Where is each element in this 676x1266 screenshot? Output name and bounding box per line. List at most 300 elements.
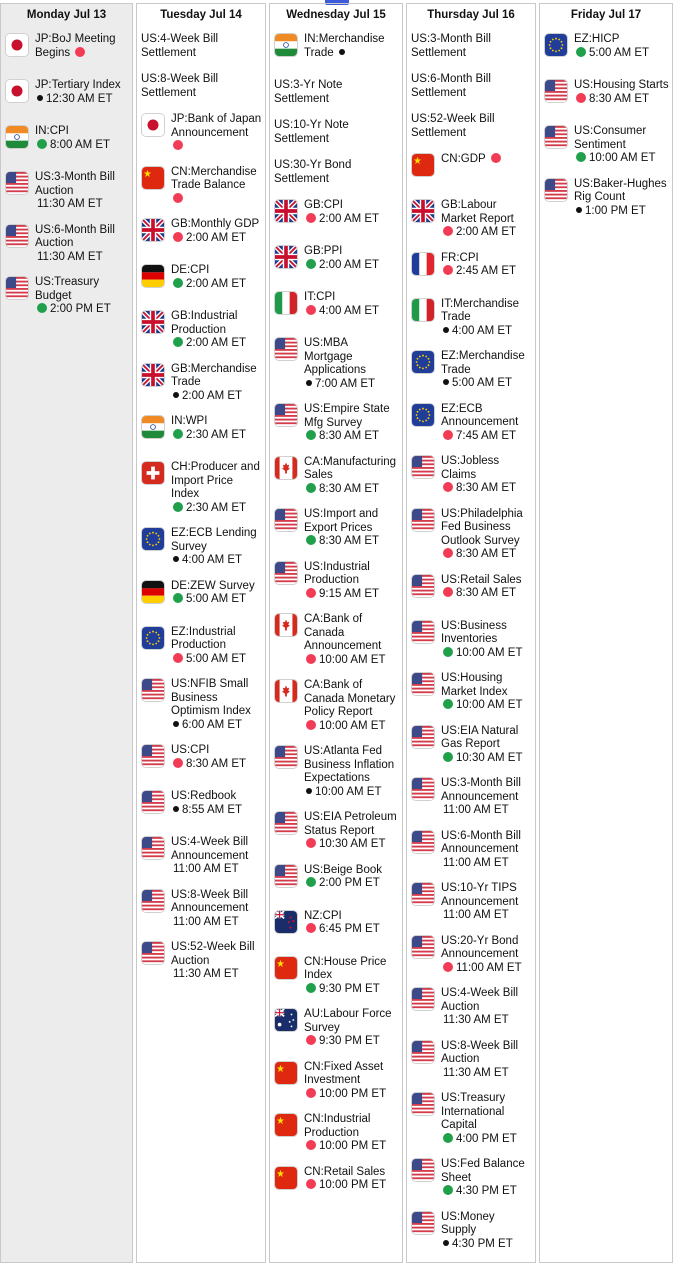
it-flag-icon bbox=[411, 298, 435, 322]
impact-green-dot-icon bbox=[306, 430, 316, 440]
event-name-link[interactable]: EZ:ECB Announcement bbox=[441, 402, 519, 428]
event-time-text: 2:00 PM ET bbox=[319, 877, 380, 889]
event-time bbox=[443, 377, 512, 391]
event-item[interactable] bbox=[411, 113, 532, 140]
event-item[interactable] bbox=[274, 679, 399, 733]
event-name-link[interactable]: NZ:CPI bbox=[304, 909, 342, 922]
event-name-link[interactable]: AU:Labour Force Survey bbox=[304, 1008, 392, 1034]
event-time bbox=[306, 1035, 380, 1049]
impact-red-dot-icon bbox=[443, 587, 453, 597]
day-column-thursday-jul-16 bbox=[406, 3, 536, 1263]
event-item[interactable] bbox=[411, 987, 532, 1028]
event-name-link[interactable]: US:20-Yr Bond Announcement bbox=[441, 934, 519, 960]
event-name-link[interactable]: GB:Industrial Production bbox=[171, 310, 238, 336]
impact-green-dot-icon bbox=[306, 877, 316, 887]
us-flag-icon bbox=[141, 790, 165, 814]
event-name-link[interactable]: US:Business Inventories bbox=[441, 619, 507, 645]
day-header: Wednesday Jul 15 bbox=[286, 9, 386, 21]
event-name-link[interactable]: US:3-Month Bill Announcement bbox=[441, 777, 521, 803]
cn-flag-icon bbox=[411, 153, 435, 177]
event-name-link[interactable]: US:Import and Export Prices bbox=[304, 508, 379, 534]
event-body bbox=[35, 33, 129, 60]
event-body bbox=[171, 363, 262, 404]
event-name-link[interactable]: US:52-Week Bill Auction bbox=[171, 941, 255, 967]
impact-red-dot-icon bbox=[173, 193, 183, 203]
event-name-link[interactable]: US:Fed Balance Sheet bbox=[441, 1158, 525, 1184]
event-item[interactable] bbox=[141, 73, 262, 100]
event-name-link[interactable]: DE:CPI bbox=[171, 264, 210, 276]
event-name-link[interactable]: CN:Fixed Asset Investment bbox=[304, 1060, 384, 1086]
impact-green-dot-icon bbox=[443, 647, 453, 657]
us-flag-icon bbox=[411, 1040, 435, 1064]
event-time-text: 11:00 AM ET bbox=[173, 915, 239, 928]
event-item[interactable] bbox=[274, 1008, 399, 1049]
event-name-link[interactable]: US:Housing Starts bbox=[574, 79, 669, 91]
event-name-link[interactable]: CN:House Price Index bbox=[304, 955, 387, 981]
event-time bbox=[576, 93, 649, 107]
event-item[interactable] bbox=[141, 889, 262, 930]
impact-red-dot-icon bbox=[306, 720, 316, 730]
event-name-link[interactable]: CN:Merchandise Trade Balance bbox=[171, 165, 257, 191]
event-name-link[interactable]: IN:WPI bbox=[171, 415, 208, 427]
impact-red-dot-icon bbox=[306, 588, 316, 598]
event-item[interactable] bbox=[411, 199, 532, 240]
event-body bbox=[274, 159, 399, 186]
impact-black-dot-icon bbox=[443, 327, 449, 333]
event-name-link[interactable]: JP:Tertiary Index bbox=[35, 79, 121, 91]
event-body bbox=[304, 33, 399, 60]
event-body bbox=[171, 527, 262, 568]
event-time bbox=[306, 923, 380, 937]
event-item[interactable] bbox=[141, 33, 262, 60]
event-item[interactable] bbox=[544, 33, 669, 67]
event-body bbox=[441, 508, 532, 562]
event-item[interactable] bbox=[411, 574, 532, 608]
event-item[interactable] bbox=[274, 561, 399, 602]
event-body bbox=[441, 620, 532, 661]
event-time-text: 2:00 PM ET bbox=[50, 303, 111, 315]
event-item[interactable] bbox=[141, 218, 262, 252]
impact-red-dot-icon bbox=[443, 548, 453, 558]
event-name-link[interactable]: US:Consumer Sentiment bbox=[574, 125, 647, 151]
event-item[interactable] bbox=[411, 455, 532, 496]
event-item[interactable] bbox=[5, 125, 129, 159]
us-flag-icon bbox=[274, 337, 298, 361]
event-name-link[interactable]: US:Treasury International Capital bbox=[441, 1092, 506, 1131]
event-time bbox=[173, 554, 242, 568]
us-flag-icon bbox=[274, 508, 298, 532]
event-name-link[interactable]: US:Beige Book bbox=[304, 863, 382, 876]
event-item[interactable] bbox=[274, 79, 399, 106]
event-time bbox=[173, 232, 246, 246]
jp-flag-icon bbox=[5, 79, 29, 103]
us-flag-icon bbox=[141, 889, 165, 913]
event-name-link[interactable]: CN:Industrial Production bbox=[304, 1113, 371, 1139]
gb-flag-icon bbox=[411, 199, 435, 223]
economic-calendar-week bbox=[0, 3, 673, 1263]
event-body bbox=[304, 337, 399, 391]
event-time-text: 11:30 AM ET bbox=[37, 250, 103, 263]
event-name-link[interactable]: US:EIA Petroleum Status Report bbox=[304, 811, 397, 837]
event-body bbox=[171, 941, 262, 982]
event-name-link[interactable]: GB:Merchandise Trade bbox=[171, 362, 257, 388]
event-time-text: 8:30 AM ET bbox=[319, 482, 380, 495]
event-item[interactable] bbox=[411, 830, 532, 871]
event-list bbox=[540, 33, 672, 218]
event-name-link[interactable]: US:10-Yr Note Settlement bbox=[274, 119, 349, 145]
event-name-link[interactable]: IT:CPI bbox=[304, 291, 336, 303]
event-name-link[interactable]: CN:Retail Sales bbox=[304, 1165, 386, 1178]
event-time-text: 5:00 AM ET bbox=[589, 46, 650, 59]
event-name-link[interactable]: CA:Bank of Canada Monetary Policy Report bbox=[304, 679, 396, 718]
event-body bbox=[574, 125, 669, 166]
event-name-link[interactable]: EZ:Merchandise Trade bbox=[441, 350, 525, 376]
event-name-link[interactable]: US:4-Week Bill Auction bbox=[441, 987, 519, 1013]
event-item[interactable] bbox=[274, 745, 399, 799]
us-flag-icon bbox=[411, 1092, 435, 1116]
event-name-link[interactable]: US:6-Month Bill Announcement bbox=[441, 829, 521, 855]
event-item[interactable] bbox=[141, 790, 262, 824]
us-flag-icon bbox=[141, 744, 165, 768]
event-time bbox=[306, 983, 380, 997]
event-name-link[interactable]: US:8-Week Bill Announcement bbox=[171, 888, 249, 914]
event-item[interactable] bbox=[141, 527, 262, 568]
event-time-text: 2:00 AM ET bbox=[186, 337, 247, 349]
event-item[interactable] bbox=[274, 199, 399, 233]
event-time bbox=[443, 857, 509, 871]
event-item[interactable] bbox=[411, 508, 532, 562]
event-name-link[interactable]: US:Jobless Claims bbox=[441, 455, 500, 481]
event-name-link[interactable]: GB:Labour Market Report bbox=[441, 199, 514, 225]
event-name-link[interactable]: US:6-Month Bill Auction bbox=[35, 223, 115, 249]
event-time bbox=[443, 1067, 509, 1081]
event-name-link[interactable]: CH:Producer and Import Price Index bbox=[171, 461, 260, 500]
event-item[interactable] bbox=[141, 363, 262, 404]
event-item[interactable] bbox=[274, 403, 399, 444]
event-item[interactable] bbox=[5, 276, 129, 317]
event-time bbox=[443, 804, 509, 818]
impact-red-dot-icon bbox=[443, 962, 453, 972]
event-time bbox=[339, 47, 348, 61]
event-name-link[interactable]: US:Empire State Mfg Survey bbox=[304, 403, 390, 429]
event-item[interactable] bbox=[274, 456, 399, 497]
event-item[interactable] bbox=[5, 79, 129, 113]
event-time-text: 10:00 AM ET bbox=[456, 699, 523, 711]
event-time-text: 7:00 AM ET bbox=[315, 377, 376, 390]
event-name-link[interactable]: US:6-Month Bill Settlement bbox=[411, 73, 491, 99]
event-name-link[interactable]: IN:Merchandise Trade bbox=[304, 33, 385, 59]
event-time bbox=[443, 962, 522, 976]
event-body bbox=[171, 889, 262, 930]
event-item[interactable] bbox=[141, 744, 262, 778]
event-name-link[interactable]: GB:PPI bbox=[304, 245, 343, 257]
event-name-link[interactable]: US:Atlanta Fed Business Inflation Expectations bbox=[304, 745, 395, 784]
event-body bbox=[304, 1008, 399, 1049]
event-time-text: 4:00 AM ET bbox=[452, 324, 513, 337]
event-item[interactable] bbox=[141, 310, 262, 351]
event-item[interactable] bbox=[274, 1113, 399, 1154]
event-time-text: 10:00 PM ET bbox=[319, 1179, 387, 1191]
event-item[interactable] bbox=[274, 337, 399, 391]
event-body bbox=[141, 73, 262, 100]
event-name-link[interactable]: US:Philadelphia Fed Business Outlook Survey bbox=[441, 507, 523, 547]
event-item[interactable] bbox=[274, 811, 399, 852]
event-name-link[interactable]: CA:Manufacturing Sales bbox=[304, 455, 397, 481]
event-name-link[interactable]: US:30-Yr Bond Settlement bbox=[274, 159, 352, 185]
event-time bbox=[173, 863, 239, 877]
event-item[interactable] bbox=[411, 935, 532, 976]
event-item[interactable] bbox=[544, 79, 669, 113]
event-body bbox=[304, 245, 399, 272]
event-time-text: 2:30 AM ET bbox=[186, 501, 247, 514]
event-time bbox=[576, 152, 655, 166]
event-name-link[interactable]: US:3-Month Bill Settlement bbox=[411, 33, 491, 59]
event-time bbox=[443, 1133, 517, 1147]
fr-flag-icon bbox=[411, 252, 435, 276]
impact-green-dot-icon bbox=[173, 278, 183, 288]
day-column-tuesday-jul-14 bbox=[136, 3, 266, 1263]
event-item[interactable] bbox=[274, 245, 399, 279]
event-item[interactable] bbox=[5, 33, 129, 67]
gb-flag-icon bbox=[141, 218, 165, 242]
event-time-text: 2:00 AM ET bbox=[319, 212, 380, 225]
event-name-link[interactable]: US:CPI bbox=[171, 744, 210, 756]
event-time-text: 10:00 AM ET bbox=[589, 152, 656, 164]
event-name-link[interactable]: US:Housing Market Index bbox=[441, 672, 508, 698]
event-name-link[interactable]: US:Industrial Production bbox=[304, 560, 370, 586]
event-item[interactable] bbox=[544, 178, 669, 219]
event-body bbox=[35, 125, 129, 152]
impact-green-dot-icon bbox=[576, 47, 586, 57]
event-name-link[interactable]: CN:GDP bbox=[441, 153, 486, 165]
event-name-link[interactable]: US:3-Month Bill Auction bbox=[35, 171, 115, 197]
event-item[interactable] bbox=[141, 264, 262, 298]
event-name-link[interactable]: FR:CPI bbox=[441, 251, 479, 264]
event-item[interactable] bbox=[274, 864, 399, 898]
impact-red-dot-icon bbox=[173, 653, 183, 663]
event-item[interactable] bbox=[274, 159, 399, 186]
event-item[interactable] bbox=[274, 1061, 399, 1102]
event-name-link[interactable]: US:MBA Mortgage Applications bbox=[304, 337, 367, 376]
event-time-text: 8:30 AM ET bbox=[456, 548, 517, 560]
impact-green-dot-icon bbox=[306, 535, 316, 545]
event-item[interactable] bbox=[411, 403, 532, 444]
event-time bbox=[37, 198, 103, 212]
impact-red-dot-icon bbox=[443, 430, 453, 440]
impact-black-dot-icon bbox=[173, 806, 179, 812]
event-name-link[interactable]: DE:ZEW Survey bbox=[171, 579, 255, 592]
event-item[interactable] bbox=[411, 777, 532, 818]
event-name-link[interactable]: US:8-Week Bill Auction bbox=[441, 1039, 519, 1065]
event-item[interactable] bbox=[141, 461, 262, 515]
event-name-link[interactable]: US:Baker-Hughes Rig Count bbox=[574, 177, 667, 203]
us-flag-icon bbox=[411, 725, 435, 749]
event-time-text: 11:00 AM ET bbox=[443, 909, 509, 921]
event-time-text: 10:00 AM ET bbox=[319, 653, 386, 666]
event-time-text: 10:00 AM ET bbox=[456, 646, 523, 659]
day-header: Tuesday Jul 14 bbox=[160, 9, 242, 21]
event-time-text: 11:30 AM ET bbox=[37, 198, 103, 210]
event-time bbox=[173, 653, 246, 667]
us-flag-icon bbox=[544, 79, 568, 103]
event-item[interactable] bbox=[411, 73, 532, 100]
event-time bbox=[443, 1014, 509, 1028]
event-body bbox=[274, 79, 399, 106]
event-item[interactable] bbox=[544, 125, 669, 166]
us-flag-icon bbox=[411, 987, 435, 1011]
event-time bbox=[37, 139, 110, 153]
event-item[interactable] bbox=[411, 252, 532, 286]
event-body bbox=[35, 276, 129, 317]
event-name-link[interactable]: US:4-Week Bill Settlement bbox=[141, 33, 219, 59]
event-time bbox=[37, 303, 111, 317]
event-item[interactable] bbox=[141, 941, 262, 982]
event-item[interactable] bbox=[274, 613, 399, 667]
event-name-link[interactable]: US:EIA Natural Gas Report bbox=[441, 724, 519, 750]
event-item[interactable] bbox=[274, 119, 399, 146]
event-body bbox=[304, 679, 399, 733]
impact-red-dot-icon bbox=[75, 47, 85, 57]
impact-red-dot-icon bbox=[306, 838, 316, 848]
event-item[interactable] bbox=[411, 620, 532, 661]
event-time bbox=[443, 226, 516, 240]
event-item[interactable] bbox=[411, 1092, 532, 1146]
event-item[interactable] bbox=[274, 956, 399, 997]
event-time bbox=[443, 752, 522, 766]
event-time-text: 2:00 AM ET bbox=[319, 258, 380, 271]
event-item[interactable] bbox=[411, 298, 532, 339]
event-item[interactable] bbox=[411, 1040, 532, 1081]
event-name-link[interactable]: US:NFIB Small Business Optimism Index bbox=[171, 678, 251, 717]
event-item[interactable] bbox=[5, 224, 129, 265]
impact-black-dot-icon bbox=[306, 788, 312, 794]
event-name-link[interactable]: EZ:ECB Lending Survey bbox=[171, 527, 257, 553]
event-name-link[interactable]: US:4-Week Bill Announcement bbox=[171, 836, 249, 862]
impact-black-dot-icon bbox=[306, 380, 312, 386]
day-header: Thursday Jul 16 bbox=[427, 9, 515, 21]
event-name-link[interactable]: US:Treasury Budget bbox=[35, 276, 100, 302]
event-time-text: 2:30 AM ET bbox=[186, 428, 247, 441]
event-item[interactable] bbox=[141, 415, 262, 449]
event-time-text: 11:30 AM ET bbox=[443, 1014, 509, 1026]
event-name-link[interactable]: US:Redbook bbox=[171, 790, 237, 802]
impact-red-dot-icon bbox=[173, 140, 183, 150]
event-item[interactable] bbox=[411, 1211, 532, 1252]
event-time-text: 11:00 AM ET bbox=[443, 856, 509, 869]
event-time-text: 6:45 PM ET bbox=[319, 923, 380, 935]
event-body bbox=[441, 199, 532, 240]
event-name-link[interactable]: US:10-Yr TIPS Announcement bbox=[441, 882, 519, 908]
event-name-link[interactable]: IT:Merchandise Trade bbox=[441, 297, 519, 323]
event-name-link[interactable]: EZ:HICP bbox=[574, 33, 620, 45]
event-name-link[interactable]: CA:Bank of Canada Announcement bbox=[304, 613, 382, 652]
event-time bbox=[306, 1140, 386, 1154]
us-flag-icon bbox=[274, 811, 298, 835]
event-item[interactable] bbox=[411, 1158, 532, 1199]
event-item[interactable] bbox=[411, 153, 532, 187]
impact-black-dot-icon bbox=[443, 379, 449, 385]
us-flag-icon bbox=[411, 672, 435, 696]
event-name-link[interactable]: US:Money Supply bbox=[441, 1210, 495, 1236]
event-list bbox=[407, 33, 535, 1251]
event-name-link[interactable]: US:8-Week Bill Settlement bbox=[141, 73, 219, 99]
event-time-text: 7:45 AM ET bbox=[456, 429, 517, 442]
event-name-link[interactable]: JP:BoJ Meeting Begins bbox=[35, 33, 116, 59]
event-item[interactable] bbox=[274, 291, 399, 325]
event-time bbox=[306, 378, 375, 392]
impact-red-dot-icon bbox=[173, 232, 183, 242]
event-time bbox=[37, 93, 112, 107]
event-name-link[interactable]: IN:CPI bbox=[35, 125, 69, 137]
event-body bbox=[304, 956, 399, 997]
us-flag-icon bbox=[274, 403, 298, 427]
impact-black-dot-icon bbox=[339, 49, 345, 55]
gb-flag-icon bbox=[141, 310, 165, 334]
event-time-text: 5:00 AM ET bbox=[452, 377, 513, 389]
event-time-text: 2:00 AM ET bbox=[186, 231, 247, 244]
event-item[interactable] bbox=[141, 166, 262, 207]
event-item[interactable] bbox=[274, 33, 399, 67]
cn-flag-icon bbox=[274, 956, 298, 980]
event-name-link[interactable]: US:3-Yr Note Settlement bbox=[274, 79, 343, 105]
event-item[interactable] bbox=[274, 508, 399, 549]
event-time-text: 4:00 AM ET bbox=[182, 554, 243, 566]
event-time bbox=[443, 325, 512, 339]
event-name-link[interactable]: JP:Bank of Japan Announcement bbox=[171, 113, 262, 139]
event-item[interactable] bbox=[141, 836, 262, 877]
event-item[interactable] bbox=[411, 350, 532, 391]
event-body bbox=[304, 745, 399, 799]
event-item[interactable] bbox=[141, 580, 262, 614]
event-item[interactable] bbox=[411, 672, 532, 713]
event-body bbox=[171, 218, 262, 245]
event-item[interactable] bbox=[141, 678, 262, 732]
in-flag-icon bbox=[5, 125, 29, 149]
event-item[interactable] bbox=[274, 910, 399, 944]
impact-red-dot-icon bbox=[443, 265, 453, 275]
impact-green-dot-icon bbox=[576, 152, 586, 162]
event-item[interactable] bbox=[411, 882, 532, 923]
event-item[interactable] bbox=[411, 33, 532, 60]
event-body bbox=[171, 415, 262, 442]
us-flag-icon bbox=[411, 1211, 435, 1235]
event-time-text: 10:00 PM ET bbox=[319, 1087, 387, 1100]
event-name-link[interactable]: EZ:Industrial Production bbox=[171, 625, 236, 651]
event-time-text: 11:30 AM ET bbox=[443, 1066, 509, 1079]
event-body bbox=[304, 199, 399, 226]
event-item[interactable] bbox=[5, 171, 129, 212]
event-body bbox=[274, 119, 399, 146]
nz-flag-icon bbox=[274, 910, 298, 934]
jp-flag-icon bbox=[141, 113, 165, 137]
event-time-text: 10:30 AM ET bbox=[319, 838, 386, 850]
event-item[interactable] bbox=[141, 113, 262, 154]
ch-flag-icon bbox=[141, 461, 165, 485]
event-name-link[interactable]: GB:CPI bbox=[304, 199, 343, 211]
event-time bbox=[306, 1088, 386, 1102]
event-time bbox=[443, 482, 516, 496]
impact-red-dot-icon bbox=[491, 153, 501, 163]
event-item[interactable] bbox=[274, 1166, 399, 1200]
event-name-link[interactable]: US:52-Week Bill Settlement bbox=[411, 113, 495, 139]
event-name-link[interactable]: US:Retail Sales bbox=[441, 573, 522, 586]
event-item[interactable] bbox=[411, 725, 532, 766]
event-name-link[interactable]: GB:Monthly GDP bbox=[171, 218, 260, 230]
event-time-text: 2:45 AM ET bbox=[456, 265, 517, 277]
event-body bbox=[304, 561, 399, 602]
in-flag-icon bbox=[141, 415, 165, 439]
event-item[interactable] bbox=[141, 626, 262, 667]
